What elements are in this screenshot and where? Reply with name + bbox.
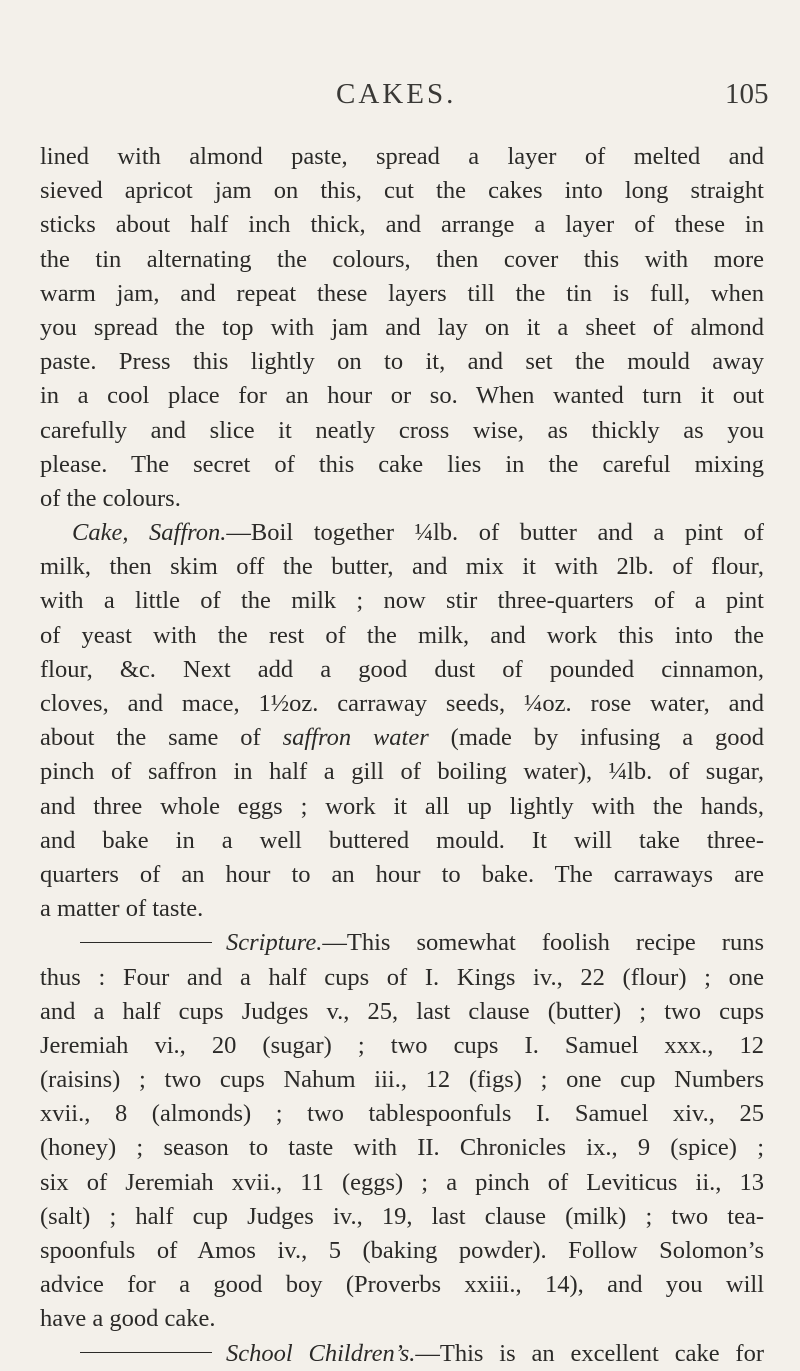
text-line: pinch of saffron in half a gill of boiling water), ¼lb. of sugar, bbox=[40, 758, 764, 786]
text-line: and a half cups Judges v., 25, last clause (butter) ; two cups bbox=[40, 997, 764, 1025]
text-fragment: —Boil together ¼lb. of butter and a pint of bbox=[226, 519, 764, 547]
ditto-rule bbox=[80, 1352, 212, 1353]
text-line: you spread the top with jam and lay on it a sheet of almond bbox=[40, 313, 764, 341]
recipe-school-children-line bbox=[40, 1337, 764, 1371]
text-line: sieved apricot jam on this, cut the cakes into long straight bbox=[40, 177, 764, 205]
text-line: carefully and slice it neatly cross wise, as thickly as you bbox=[40, 416, 764, 444]
text-fragment: (made by infusing a good bbox=[450, 724, 764, 752]
recipe-heading-saffron: Cake, Saffron. bbox=[72, 519, 227, 547]
text-line: of the colours. bbox=[40, 484, 181, 512]
text-line: warm jam, and repeat these layers till the tin is full, when bbox=[40, 279, 764, 307]
saffron-water-term: saffron water bbox=[282, 724, 429, 752]
text-fragment: —This somewhat foolish recipe runs bbox=[322, 929, 764, 957]
text-line: and three whole eggs ; work it all up lightly with the hands, bbox=[40, 792, 764, 820]
text-line: cloves, and mace, 1½oz. carraway seeds, ¼oz. rose water, and bbox=[40, 690, 764, 717]
text-line: quarters of an hour to an hour to bake. The carraways are bbox=[40, 860, 764, 888]
text-line: of yeast with the rest of the milk, and work this into the bbox=[40, 621, 764, 649]
text-line: please. The secret of this cake lies in the careful mixing bbox=[40, 450, 764, 478]
text-line: a matter of taste. bbox=[40, 895, 204, 923]
text-line: advice for a good boy (Proverbs xxiii., 14), and you will bbox=[40, 1271, 764, 1299]
text-line: have a good cake. bbox=[40, 1305, 216, 1333]
text-fragment: —This is an excellent cake for bbox=[415, 1339, 764, 1367]
recipe-scripture-line bbox=[40, 926, 764, 960]
text-line: Jeremiah vi., 20 (sugar) ; two cups I. Samuel xxx., 12 bbox=[40, 1031, 764, 1059]
text-line: in a cool place for an hour or so. When wanted turn it out bbox=[40, 382, 764, 410]
text-line: xvii., 8 (almonds) ; two tablespoonfuls I. Samuel xiv., 25 bbox=[40, 1100, 764, 1128]
text-line: milk, then skim off the butter, and mix it with 2lb. of flour, bbox=[40, 553, 764, 581]
recipe-heading-scripture: Scripture. bbox=[226, 929, 323, 957]
text-line: flour, &c. Next add a good dust of pounded cinnamon, bbox=[40, 655, 764, 683]
page-number: 105 bbox=[725, 78, 769, 110]
recipe-heading-school-children: School Children’s. bbox=[226, 1339, 416, 1367]
text-line: six of Jeremiah xvii., 11 (eggs) ; a pinch of Leviticus ii., 13 bbox=[40, 1168, 764, 1196]
body-text bbox=[40, 140, 764, 1371]
text-line: with a little of the milk ; now stir three-quarters of a pint bbox=[40, 587, 764, 615]
text-fragment: about the same of bbox=[40, 724, 261, 752]
ditto-rule bbox=[80, 942, 212, 943]
text-line: paste. Press this lightly on to it, and set the mould away bbox=[40, 348, 764, 376]
page-title: CAKES. bbox=[336, 78, 457, 110]
recipe-saffron-line bbox=[40, 516, 764, 550]
text-line: (raisins) ; two cups Nahum iii., 12 (figs) ; one cup Numbers bbox=[40, 1066, 764, 1094]
text-line: the tin alternating the colours, then cover this with more bbox=[40, 245, 764, 273]
text-line: spoonfuls of Amos iv., 5 (baking powder). Follow Solomon’s bbox=[40, 1237, 764, 1264]
text-line: sticks about half inch thick, and arrange a layer of these in bbox=[40, 211, 764, 239]
text-line: lined with almond paste, spread a layer of melted and bbox=[40, 143, 764, 170]
text-line-with-italic bbox=[40, 721, 764, 755]
text-line: and bake in a well buttered mould. It will take three- bbox=[40, 826, 764, 854]
running-head bbox=[0, 78, 800, 118]
text-line: thus : Four and a half cups of I. Kings iv., 22 (flour) ; one bbox=[40, 963, 764, 991]
text-line: (honey) ; season to taste with II. Chronicles ix., 9 (spice) ; bbox=[40, 1134, 764, 1162]
text-line: (salt) ; half cup Judges iv., 19, last clause (milk) ; two tea- bbox=[40, 1202, 764, 1230]
